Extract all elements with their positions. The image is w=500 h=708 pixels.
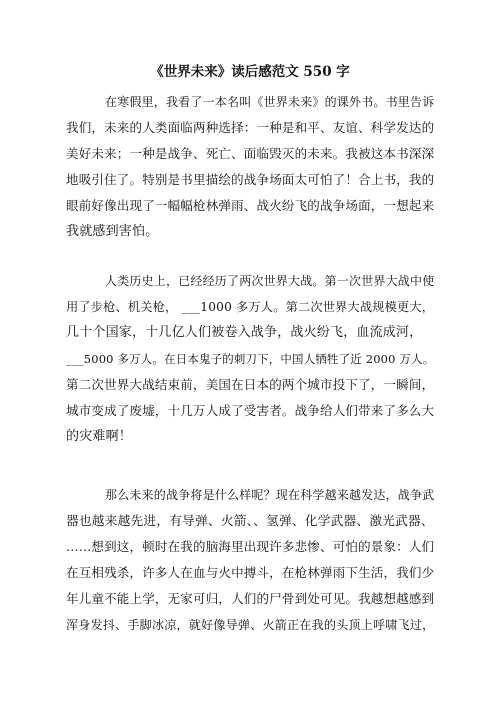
paragraph-line: 在互相残杀，许多人在血与火中搏斗，在枪林弹雨下生活，我们少 (66, 565, 435, 580)
paragraph-line: 在寒假里，我看了一本名叫《世界未来》的课外书。书里告诉 (105, 95, 435, 109)
paragraph-line: 我们，未来的人类面临两种选择：一种是和平、友谊、科学发达的 (66, 120, 435, 135)
paragraph-line: 几十个国家，十几亿人们被卷入战争，战火纷飞，血流成河， (66, 325, 423, 340)
paragraph-line: 地吸引住了。特别是书里描绘的战争场面太可怕了！合上书，我的 (66, 172, 435, 187)
paragraph-3 (66, 482, 435, 638)
paragraph-line: 年儿童不能上学，无家可归，人们的尸骨到处可见。我越想越感到 (66, 591, 435, 606)
paragraph-line: 美好未来；一种是战争、死亡、面临毁灭的未来。我被这本书深深 (66, 146, 435, 161)
paragraph-line: 用了步枪、机关枪， ___1000 多万人。第二次世界大战规模更大， (66, 300, 435, 314)
paragraph-1 (66, 89, 435, 245)
paragraph-line: 我就感到害怕。 (66, 224, 159, 239)
paragraph-line: 那么未来的战争将是什么样呢？现在科学越来越发达，战争武 (105, 488, 435, 502)
paragraph-line: 人类历史上，已经经历了两次世界大战。第一次世界大战中使 (105, 274, 435, 288)
paragraph-line: ……想到这，顿时在我的脑海里出现许多悲惨、可怕的景象：人们 (66, 539, 435, 554)
paragraph-line: ___5000 多万人。在日本鬼子的刺刀下，中国人牺牲了近 2000 万人。 (66, 352, 435, 366)
paragraph-line: 器也越来越先进，有导弹、火箭、、氢弹、化学武器、激光武器、 (66, 513, 434, 528)
paragraph-line: 浑身发抖、手脚冰凉，就好像导弹、火箭正在我的头顶上呼啸飞过， (66, 618, 435, 632)
document-title: 《世界未来》读后感范文 550 字 (150, 64, 350, 80)
paragraph-line: 城市变成了废墟，十几万人成了受害者。战争给人们带来了多么大 (66, 403, 435, 418)
paragraph-line: 眼前好像出现了一幅幅枪林弹雨、战火纷飞的战争场面，一想起来 (66, 198, 435, 213)
paragraph-line: 的灾难啊！ (66, 429, 133, 444)
paragraph-line: 第二次世界大战结束前，美国在日本的两个城市投下了，一瞬间， (66, 377, 435, 392)
paragraph-2 (66, 268, 435, 450)
